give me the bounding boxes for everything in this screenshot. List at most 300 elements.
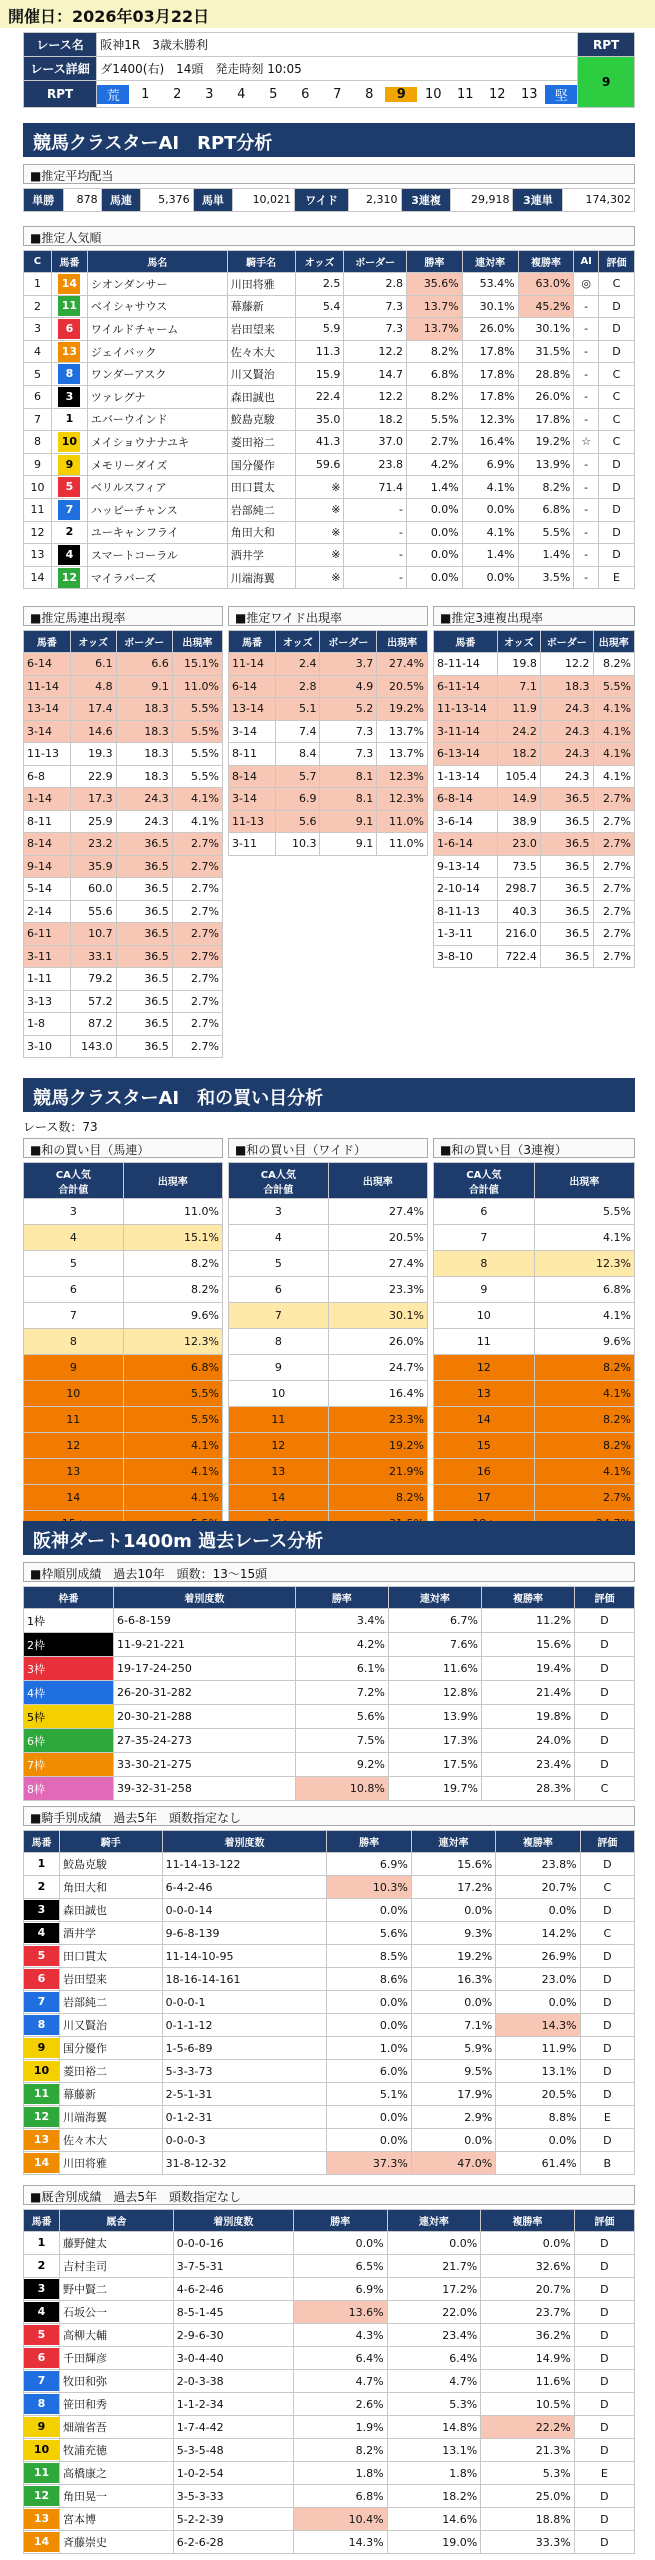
table-row bbox=[24, 788, 223, 811]
wide-rate-cell: 7.3 bbox=[320, 720, 377, 743]
sum-3f-rate: 5.5% bbox=[534, 1199, 634, 1225]
trainer-header: 馬番 bbox=[24, 2210, 60, 2232]
sum-wide-rate: 20.5% bbox=[328, 1225, 427, 1251]
horse-number-badge: 5 bbox=[24, 1946, 59, 1966]
table-row bbox=[229, 1199, 428, 1225]
trainer-cell: D bbox=[574, 2232, 634, 2255]
wide-rate-cell: 12.3% bbox=[377, 788, 428, 811]
horse-number-badge: 11 bbox=[24, 2463, 59, 2483]
pop-cell bbox=[51, 498, 87, 521]
sum-wide-rate: 23.3% bbox=[328, 1407, 427, 1433]
sum-umaren-sum: 8 bbox=[24, 1329, 124, 1355]
sum-umaren-sum: 10 bbox=[24, 1381, 124, 1407]
umaren-rate-cell: 2.7% bbox=[172, 990, 222, 1013]
wide-rate-cell: 7.4 bbox=[276, 720, 320, 743]
payout-value: 29,918 bbox=[451, 189, 513, 212]
umaren-rate-cell: 17.4 bbox=[70, 698, 116, 721]
umaren-rate-cell: 5.5% bbox=[172, 765, 222, 788]
umaren-rate-cell: 36.5 bbox=[116, 945, 172, 968]
trainer-cell bbox=[24, 2370, 60, 2393]
waku-cell: 6.1% bbox=[295, 1657, 388, 1681]
pop-cell: 1 bbox=[24, 273, 52, 296]
trainer-cell: 0-0-0-16 bbox=[173, 2232, 293, 2255]
rpt-label: RPT bbox=[24, 81, 97, 108]
horse-number-badge: 14 bbox=[24, 2532, 59, 2552]
table-row bbox=[229, 1381, 428, 1407]
table-row bbox=[24, 1303, 223, 1329]
jockey-cell: D bbox=[580, 1968, 634, 1991]
date-header bbox=[0, 0, 655, 28]
umaren-rate-cell: 4.1% bbox=[172, 810, 222, 833]
table-row bbox=[434, 855, 635, 878]
sum-wide-rate: 24.7% bbox=[328, 1355, 427, 1381]
sum-umaren-sum: 13 bbox=[24, 1459, 124, 1485]
trainer-cell: 6.4% bbox=[294, 2347, 388, 2370]
sanrenpuku-rate-cell: 36.5 bbox=[540, 923, 593, 946]
horse-number-badge: 7 bbox=[24, 2371, 59, 2391]
pop-cell: 22.4 bbox=[295, 385, 344, 408]
table-row bbox=[24, 653, 223, 676]
table-row bbox=[229, 1251, 428, 1277]
waku-cell: D bbox=[575, 1657, 635, 1681]
wide-rate-cell: 7.3 bbox=[320, 743, 377, 766]
wide-rate-cell: 9.1 bbox=[320, 810, 377, 833]
table-row bbox=[24, 1485, 223, 1511]
horse-number-badge: 2 bbox=[24, 1877, 59, 1897]
waku-cell: 7.2% bbox=[295, 1681, 388, 1705]
sanrenpuku-rate-cell: 2.7% bbox=[593, 945, 634, 968]
sanrenpuku-rate-cell: 298.7 bbox=[497, 878, 540, 901]
wide-rate-cell: 3-14 bbox=[229, 720, 276, 743]
umaren-rate-cell: 6.1 bbox=[70, 653, 116, 676]
jockey-cell bbox=[24, 1899, 60, 1922]
jockey-cell: 20.5% bbox=[496, 2083, 580, 2106]
trainer-cell: 10.4% bbox=[294, 2508, 388, 2531]
pop-cell: マイラバーズ bbox=[87, 566, 227, 589]
trainer-cell: 8-5-1-45 bbox=[173, 2301, 293, 2324]
horse-number-badge: 6 bbox=[24, 1969, 59, 1989]
table-row bbox=[24, 675, 223, 698]
sum-umaren-sum: 5 bbox=[24, 1251, 124, 1277]
jockey-cell: 0-0-0-1 bbox=[162, 1991, 327, 2014]
umaren-rate-cell: 6-14 bbox=[24, 653, 71, 676]
pop-cell: 45.2% bbox=[518, 295, 574, 318]
horse-number-badge: 5 bbox=[24, 2325, 59, 2345]
trainer-cell: D bbox=[574, 2347, 634, 2370]
rpt-scale bbox=[97, 81, 577, 107]
sanrenpuku-rate-cell: 216.0 bbox=[497, 923, 540, 946]
umaren-rate-cell: 2.7% bbox=[172, 1013, 222, 1036]
table-row bbox=[24, 2439, 635, 2462]
trainer-cell: 14.6% bbox=[387, 2508, 481, 2531]
pop-cell: D bbox=[598, 521, 634, 544]
table-row bbox=[229, 743, 428, 766]
table-row bbox=[24, 2462, 635, 2485]
jockey-cell bbox=[24, 2014, 60, 2037]
trainer-cell bbox=[24, 2278, 60, 2301]
pop-cell: E bbox=[598, 566, 634, 589]
wide-rate-cell: 13.7% bbox=[377, 743, 428, 766]
pop-cell: - bbox=[574, 385, 599, 408]
umaren-rate-cell: 8-11 bbox=[24, 810, 71, 833]
sum-3f-rate: 8.2% bbox=[534, 1407, 634, 1433]
sum-umaren-rate: 12.3% bbox=[123, 1329, 222, 1355]
umaren-rate-cell: 10.7 bbox=[70, 923, 116, 946]
table-row bbox=[434, 945, 635, 968]
pop-cell: 59.6 bbox=[295, 453, 344, 476]
date-value: 2026年03月22日 bbox=[72, 7, 210, 26]
jockey-cell: 11-14-10-95 bbox=[162, 1945, 327, 1968]
jockey-cell: 16.3% bbox=[411, 1968, 495, 1991]
trainer-cell: 10.5% bbox=[481, 2393, 575, 2416]
sum-wide-rate: 19.2% bbox=[328, 1433, 427, 1459]
pop-cell bbox=[51, 318, 87, 341]
sanrenpuku-rate-cell: 24.3 bbox=[540, 765, 593, 788]
sanrenpuku-rate-cell: 38.9 bbox=[497, 810, 540, 833]
umaren-rate-cell: 1-14 bbox=[24, 788, 71, 811]
table-row bbox=[229, 675, 428, 698]
jockey-cell: 2-5-1-31 bbox=[162, 2083, 327, 2106]
umaren-rate-cell: 18.3 bbox=[116, 765, 172, 788]
trainer-cell: D bbox=[574, 2508, 634, 2531]
table-row bbox=[24, 1876, 635, 1899]
sum-wide-sum: 14 bbox=[229, 1485, 329, 1511]
sum-3f-sum: 13 bbox=[434, 1381, 535, 1407]
pop-cell: 2.8 bbox=[344, 273, 407, 296]
jockey-cell: 14.3% bbox=[496, 2014, 580, 2037]
pop-cell: 7.3 bbox=[344, 318, 407, 341]
sum-umaren-sum: 4 bbox=[24, 1225, 124, 1251]
umaren-rate-cell: 36.5 bbox=[116, 855, 172, 878]
payout-type: 馬単 bbox=[193, 189, 233, 212]
umaren-rate-cell: 6-11 bbox=[24, 923, 71, 946]
pop-cell: ジェイバック bbox=[87, 340, 227, 363]
pop-cell: 鮫島克駿 bbox=[227, 408, 295, 431]
trainer-cell: D bbox=[574, 2301, 634, 2324]
pop-cell: エバーウインド bbox=[87, 408, 227, 431]
pop-cell: 6.9% bbox=[462, 453, 518, 476]
pop-cell bbox=[51, 431, 87, 454]
trainer-cell: 13.1% bbox=[387, 2439, 481, 2462]
pop-cell: C bbox=[598, 431, 634, 454]
umaren-rate-cell: 4.1% bbox=[172, 788, 222, 811]
jockey-cell: 1.0% bbox=[327, 2037, 411, 2060]
horse-number-badge: 13 bbox=[58, 342, 80, 362]
section-rpt-title: 競馬クラスターAI RPT分析 bbox=[23, 123, 635, 157]
pop-cell: 17.8% bbox=[462, 363, 518, 386]
jockey-cell: 0.0% bbox=[496, 1899, 580, 1922]
jockey-cell: 15.6% bbox=[411, 1853, 495, 1876]
pop-cell bbox=[51, 385, 87, 408]
wide-rate-cell: 19.2% bbox=[377, 698, 428, 721]
pop-cell: ※ bbox=[295, 476, 344, 499]
pop-cell: 15.9 bbox=[295, 363, 344, 386]
pop-cell: 4.1% bbox=[462, 476, 518, 499]
pop-cell: - bbox=[574, 544, 599, 567]
table-row bbox=[434, 1303, 635, 1329]
pop-cell: 28.8% bbox=[518, 363, 574, 386]
waku-cell: 33-30-21-275 bbox=[114, 1753, 296, 1777]
pop-cell: ◎ bbox=[574, 273, 599, 296]
table-row bbox=[24, 945, 223, 968]
trainer-cell: D bbox=[574, 2370, 634, 2393]
table-row bbox=[434, 698, 635, 721]
sum-wide-sum: 4 bbox=[229, 1225, 329, 1251]
pop-cell: 3.5% bbox=[518, 566, 574, 589]
pop-cell: 13.7% bbox=[406, 295, 462, 318]
sum-3f-rate: 9.6% bbox=[534, 1329, 634, 1355]
table-row bbox=[24, 1355, 223, 1381]
trainer-cell: 角田晃一 bbox=[60, 2485, 174, 2508]
table-row bbox=[24, 1729, 635, 1753]
umaren-rate-cell: 2.7% bbox=[172, 968, 222, 991]
umaren-rate-cell: 5.5% bbox=[172, 743, 222, 766]
trainer-cell: 2.6% bbox=[294, 2393, 388, 2416]
table-row bbox=[24, 566, 635, 589]
horse-number-badge: 3 bbox=[24, 1900, 59, 1920]
rpt-number: 3 bbox=[205, 86, 214, 102]
sum-umaren-header-rate: 出現率 bbox=[123, 1163, 222, 1199]
wide-rate-cell: 8-14 bbox=[229, 765, 276, 788]
waku-cell: 5.6% bbox=[295, 1705, 388, 1729]
table-row bbox=[24, 2416, 635, 2439]
umaren-rate-cell: 2.7% bbox=[172, 833, 222, 856]
table-row bbox=[24, 1899, 635, 1922]
trainer-table bbox=[23, 2209, 635, 2554]
jockey-cell: D bbox=[580, 1991, 634, 2014]
waku-header: 評価 bbox=[575, 1587, 635, 1609]
pop-cell: D bbox=[598, 476, 634, 499]
jockey-cell: 0.0% bbox=[496, 1991, 580, 2014]
trainer-cell: 畑端省吾 bbox=[60, 2416, 174, 2439]
trainer-cell bbox=[24, 2439, 60, 2462]
trainer-cell: 藤野健太 bbox=[60, 2232, 174, 2255]
sanrenpuku-rate-cell: 4.1% bbox=[593, 720, 634, 743]
waku-cell: 26-20-31-282 bbox=[114, 1681, 296, 1705]
jockey-cell: 0-0-0-3 bbox=[162, 2129, 327, 2152]
table-row bbox=[24, 1657, 635, 1681]
trainer-cell: 14.8% bbox=[387, 2416, 481, 2439]
table-row bbox=[24, 385, 635, 408]
jockey-cell: 0.0% bbox=[327, 2014, 411, 2037]
table-row bbox=[434, 675, 635, 698]
trainer-cell: 19.0% bbox=[387, 2531, 481, 2554]
sum-3f-sum: 7 bbox=[434, 1225, 535, 1251]
pop-cell: 53.4% bbox=[462, 273, 518, 296]
sum-wide-sum: 5 bbox=[229, 1251, 329, 1277]
table-row bbox=[434, 900, 635, 923]
wide-rate-cell: 5.6 bbox=[276, 810, 320, 833]
horse-number-badge: 12 bbox=[24, 2107, 59, 2127]
jockey-cell: 0.0% bbox=[327, 1899, 411, 1922]
waku-cell: 7.5% bbox=[295, 1729, 388, 1753]
pop-cell: 17.8% bbox=[462, 340, 518, 363]
jockey-cell: 14.2% bbox=[496, 1922, 580, 1945]
table-row bbox=[434, 1251, 635, 1277]
table-row bbox=[24, 2232, 635, 2255]
sum-wide-rate: 26.0% bbox=[328, 1329, 427, 1355]
pop-cell: 4.2% bbox=[406, 453, 462, 476]
jockey-cell: 0-0-0-14 bbox=[162, 1899, 327, 1922]
sum-3f-rate: 6.8% bbox=[534, 1277, 634, 1303]
rpt-number: 10 bbox=[424, 86, 442, 102]
umaren-rate-cell: 36.5 bbox=[116, 968, 172, 991]
sum-wide-rate: 27.4% bbox=[328, 1251, 427, 1277]
pop-cell: 16.4% bbox=[462, 431, 518, 454]
jockey-cell: 1-5-6-89 bbox=[162, 2037, 327, 2060]
waku-cell: 11.2% bbox=[481, 1609, 574, 1633]
trainer-label: ■厩舎別成績 過去5年 頭数指定なし bbox=[23, 2185, 635, 2205]
pop-cell: 8 bbox=[24, 431, 52, 454]
waku-cell: 17.5% bbox=[388, 1753, 481, 1777]
pop-cell: 14 bbox=[24, 566, 52, 589]
sum-wide-sum: 3 bbox=[229, 1199, 329, 1225]
umaren-rate-cell: 9.1 bbox=[116, 675, 172, 698]
trainer-cell: D bbox=[574, 2278, 634, 2301]
trainer-cell: 18.8% bbox=[481, 2508, 575, 2531]
table-row bbox=[229, 1407, 428, 1433]
sum-wide-rate: 8.2% bbox=[328, 1485, 427, 1511]
sum-3f-rate: 2.7% bbox=[534, 1485, 634, 1511]
sum-3f-rate: 8.2% bbox=[534, 1433, 634, 1459]
jockey-cell: 鮫島克駿 bbox=[60, 1853, 163, 1876]
sanrenpuku-rate-cell: 4.1% bbox=[593, 743, 634, 766]
table-row bbox=[434, 1407, 635, 1433]
table-row bbox=[24, 2347, 635, 2370]
umaren-rate-cell: 25.9 bbox=[70, 810, 116, 833]
pop-cell: 6.8% bbox=[406, 363, 462, 386]
horse-number-badge: 1 bbox=[58, 409, 80, 429]
table-row bbox=[24, 2393, 635, 2416]
sum-umaren-rate: 15.1% bbox=[123, 1225, 222, 1251]
payout-table bbox=[23, 188, 635, 212]
jockey-cell: 幕藤新 bbox=[60, 2083, 163, 2106]
table-row bbox=[434, 743, 635, 766]
wide-rate-header: ボーダー bbox=[320, 631, 377, 653]
sanrenpuku-rate-header: 出現率 bbox=[593, 631, 634, 653]
sum-wide-sum: 13 bbox=[229, 1459, 329, 1485]
pop-cell bbox=[51, 273, 87, 296]
trainer-cell: 高橋康之 bbox=[60, 2462, 174, 2485]
sum-umaren-sum: 9 bbox=[24, 1355, 124, 1381]
horse-number-badge: 3 bbox=[58, 387, 80, 407]
table-row bbox=[24, 1922, 635, 1945]
table-row bbox=[434, 653, 635, 676]
umaren-rate-cell: 2.7% bbox=[172, 878, 222, 901]
pop-cell: 11 bbox=[24, 498, 52, 521]
trainer-cell bbox=[24, 2531, 60, 2554]
pop-cell: 5 bbox=[24, 363, 52, 386]
pop-cell: 5.5% bbox=[518, 521, 574, 544]
table-row bbox=[24, 1633, 635, 1657]
jockey-cell: 17.2% bbox=[411, 1876, 495, 1899]
pop-cell: 0.0% bbox=[462, 498, 518, 521]
umaren-rate-cell: 11-13 bbox=[24, 743, 71, 766]
rpt-scale-end: 堅 bbox=[545, 85, 577, 104]
jockey-cell: 5.1% bbox=[327, 2083, 411, 2106]
sum-3f-header-rate: 出現率 bbox=[534, 1163, 634, 1199]
jockey-cell: D bbox=[580, 2060, 634, 2083]
table-row bbox=[24, 318, 635, 341]
wide-rate-cell: 13-14 bbox=[229, 698, 276, 721]
trainer-cell: D bbox=[574, 2416, 634, 2439]
table-row bbox=[434, 878, 635, 901]
jockey-cell: 酒井学 bbox=[60, 1922, 163, 1945]
horse-number-badge: 4 bbox=[58, 545, 80, 565]
sum-3f-sum: 11 bbox=[434, 1329, 535, 1355]
pop-cell: - bbox=[574, 363, 599, 386]
sum-umaren-rate: 8.2% bbox=[123, 1277, 222, 1303]
payout-label: ■推定平均配当 bbox=[23, 164, 635, 184]
wide-rate-cell: 12.3% bbox=[377, 765, 428, 788]
sanrenpuku-rate-cell: 4.1% bbox=[593, 698, 634, 721]
pop-cell: ハッピーチャンス bbox=[87, 498, 227, 521]
sum-wide-rate: 16.4% bbox=[328, 1381, 427, 1407]
horse-number-badge: 11 bbox=[24, 2084, 59, 2104]
pop-cell: 30.1% bbox=[462, 295, 518, 318]
trainer-cell: 6.5% bbox=[294, 2255, 388, 2278]
sanrenpuku-rate-cell: 24.3 bbox=[540, 720, 593, 743]
wide-rate-cell: 3-11 bbox=[229, 833, 276, 856]
jockey-cell bbox=[24, 2037, 60, 2060]
horse-number-badge: 4 bbox=[24, 2302, 59, 2322]
sanrenpuku-rate-cell: 8-11-14 bbox=[434, 653, 498, 676]
wide-rate-cell: 10.3 bbox=[276, 833, 320, 856]
sanrenpuku-rate-cell: 6-8-14 bbox=[434, 788, 498, 811]
wide-rate-cell: 5.1 bbox=[276, 698, 320, 721]
umaren-rate-header: オッズ bbox=[70, 631, 116, 653]
jockey-cell: 17.9% bbox=[411, 2083, 495, 2106]
pop-cell: 12.3% bbox=[462, 408, 518, 431]
pop-cell: D bbox=[598, 318, 634, 341]
wide-rate-cell: 8.1 bbox=[320, 765, 377, 788]
waku-cell: D bbox=[575, 1609, 635, 1633]
table-row bbox=[24, 1277, 223, 1303]
table-row bbox=[229, 833, 428, 856]
pop-cell: 19.2% bbox=[518, 431, 574, 454]
sanrenpuku-rate-cell: 2.7% bbox=[593, 833, 634, 856]
payout-type: 3連複 bbox=[401, 189, 451, 212]
race-name-label: レース名 bbox=[24, 33, 97, 57]
rpt-scale-start: 荒 bbox=[97, 85, 129, 104]
wide-rate-cell: 11.0% bbox=[377, 810, 428, 833]
waku-header: 勝率 bbox=[295, 1587, 388, 1609]
table-row bbox=[229, 1303, 428, 1329]
jockey-cell: 8.5% bbox=[327, 1945, 411, 1968]
umaren-rate-cell: 35.9 bbox=[70, 855, 116, 878]
pop-cell: 1.4% bbox=[462, 544, 518, 567]
jockey-cell: 9.3% bbox=[411, 1922, 495, 1945]
trainer-cell: 14.3% bbox=[294, 2531, 388, 2554]
payout-value: 174,302 bbox=[563, 189, 635, 212]
trainer-cell: 1.9% bbox=[294, 2416, 388, 2439]
jockey-cell bbox=[24, 1968, 60, 1991]
sum-umaren-sum: 6 bbox=[24, 1277, 124, 1303]
horse-number-badge: 10 bbox=[24, 2440, 59, 2460]
trainer-cell: D bbox=[574, 2531, 634, 2554]
sum-3f-rate: 4.1% bbox=[534, 1303, 634, 1329]
pop-cell bbox=[51, 476, 87, 499]
jockey-cell bbox=[24, 2083, 60, 2106]
horse-number-badge: 6 bbox=[58, 319, 80, 339]
pop-cell: ※ bbox=[295, 544, 344, 567]
table-row bbox=[24, 363, 635, 386]
sum-3f-label: ■和の買い目（3連複） bbox=[433, 1138, 635, 1158]
sanrenpuku-rate-cell: 24.2 bbox=[497, 720, 540, 743]
table-row bbox=[24, 878, 223, 901]
rpt-number: 9 bbox=[385, 87, 417, 102]
trainer-header: 勝率 bbox=[294, 2210, 388, 2232]
